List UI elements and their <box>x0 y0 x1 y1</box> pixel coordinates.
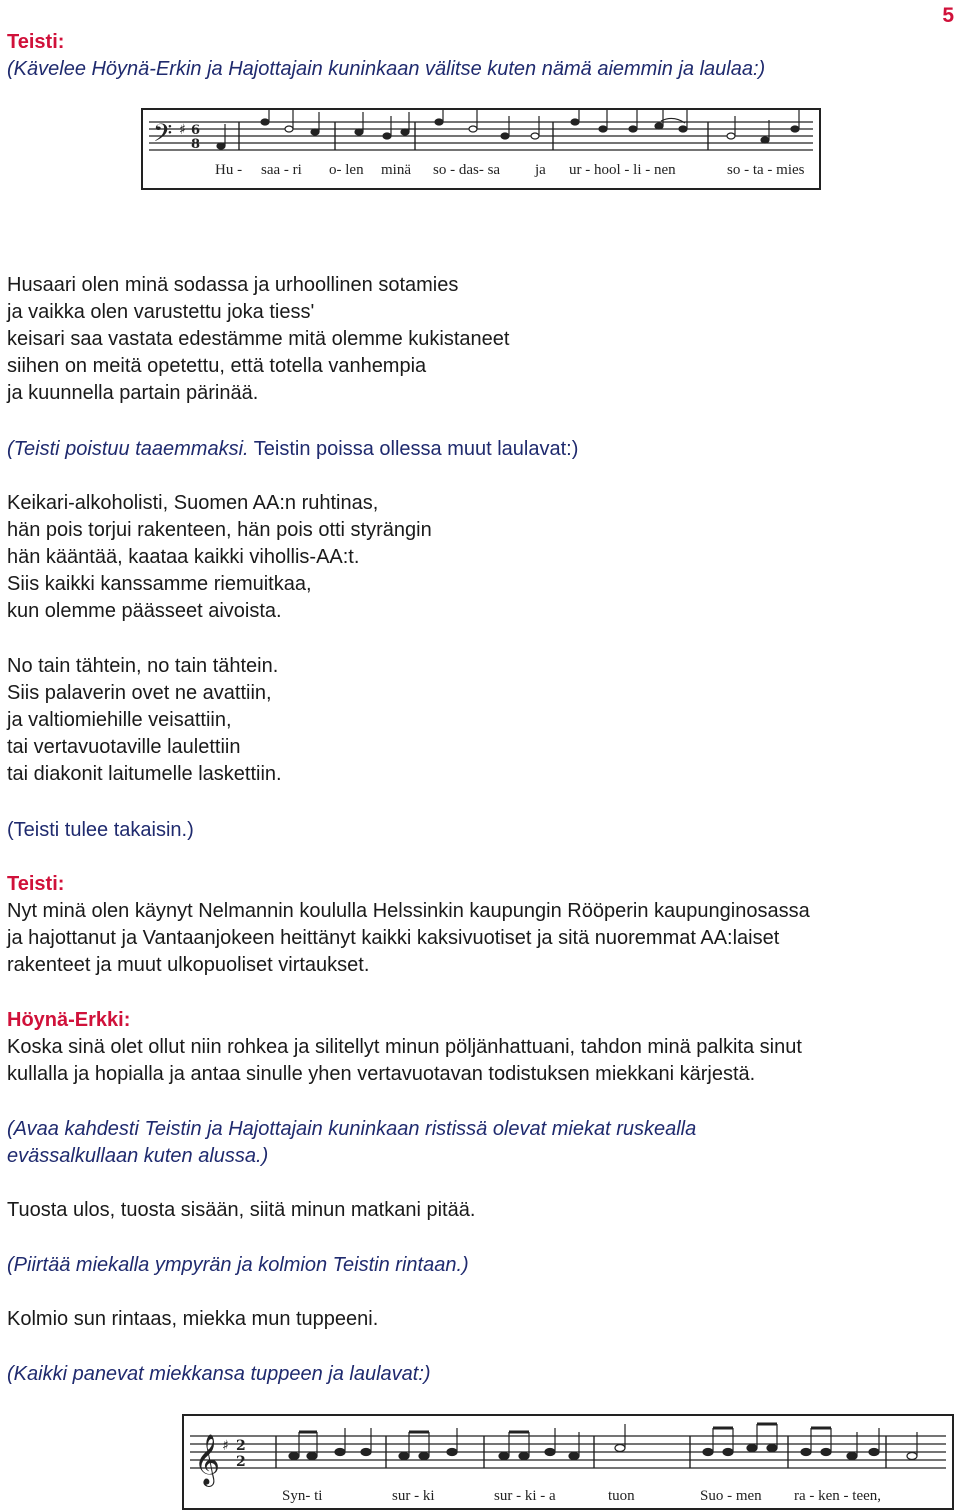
score-1-syllable: saa - ri <box>261 162 302 178</box>
score-2-syllable: Syn- ti <box>282 1488 323 1504</box>
stage-direction-rest: Teistin poissa ollessa muut laulavat:) <box>248 438 579 460</box>
lyric-line: ja kuunnella partain pärinää. <box>7 382 259 404</box>
stage-direction: (Kävelee Höynä-Erkin ja Hajottajain kuninkaan välitse kuten nämä aiemmin ja laulaa:) <box>7 58 766 80</box>
score-2-syllable: Suo - men <box>700 1488 762 1504</box>
dialogue-line: rakenteet ja muut ulkopuoliset virtaukset. <box>7 954 370 976</box>
treble-clef-icon: 𝄞 <box>194 1434 221 1485</box>
lyric-line: Siis palaverin ovet ne avattiin, <box>7 682 272 704</box>
lyric-line: No tain tähtein, no tain tähtein. <box>7 655 279 677</box>
lyric-line: tai vertavuotaville laulettiin <box>7 736 241 758</box>
stage-direction-6: (Kaikki panevat miekkansa tuppeen ja laulavat:) <box>7 1363 431 1385</box>
lyric-line: tai diakonit laitumelle laskettiin. <box>7 763 282 785</box>
lyric-line: siihen on meitä opetettu, että totella vanhempia <box>7 355 427 377</box>
time-signature-top: 6 <box>191 123 201 138</box>
music-score-2 <box>182 1414 954 1510</box>
score-2-syllable: ra - ken - teen, <box>794 1488 882 1504</box>
stage-direction-2 <box>7 437 578 461</box>
score-1-syllable: Hu - <box>215 162 243 178</box>
score-2-syllable: sur - ki <box>392 1488 435 1504</box>
time-signature-bottom: 2 <box>236 1454 246 1470</box>
lyric-line: Keikari-alkoholisti, Suomen AA:n ruhtinas, <box>7 492 379 514</box>
time-signature-bottom: 8 <box>191 137 201 152</box>
score-1-syllable: minä <box>381 162 411 178</box>
dialogue-line: Tuosta ulos, tuosta sisään, siitä minun matkani pitää. <box>7 1199 476 1221</box>
time-signature-top: 2 <box>236 1438 246 1454</box>
stage-direction-italic: (Teisti poistuu taaemmaksi. <box>7 438 249 460</box>
svg-text:♯: ♯ <box>222 1438 229 1454</box>
score-1-syllable: so - das- sa <box>433 162 501 178</box>
score-1-syllable: ja <box>535 162 546 178</box>
dialogue-line: Kolmio sun rintaas, miekka mun tuppeeni. <box>7 1308 379 1330</box>
page-number: 5 <box>942 4 954 27</box>
lyric-line: Husaari olen minä sodassa ja urhoollinen sotamies <box>7 274 459 296</box>
score-2-syllable: tuon <box>608 1488 635 1504</box>
score-1-syllable: so - ta - mies <box>727 162 805 178</box>
music-score-1 <box>141 108 821 190</box>
stage-direction-4: (Avaa kahdesti Teistin ja Hajottajain kuninkaan ristissä olevat miekat ruskealla <box>7 1118 697 1140</box>
score-1-syllable: o- len <box>329 162 364 178</box>
lyric-line: ja vaikka olen varustettu joka tiess' <box>7 301 315 323</box>
stage-direction-5: (Piirtää miekalla ympyrän ja kolmion Teistin rintaan.) <box>7 1254 469 1276</box>
lyric-line: ja valtiomiehille veisattiin, <box>7 709 232 731</box>
dialogue-line: Nyt minä olen käynyt Nelmannin koululla Helssinkin kaupungin Rööperin kaupunginosassa <box>7 900 810 922</box>
score-2-syllable: sur - ki - a <box>494 1488 556 1504</box>
score-1-syllable: ur - hool - li - nen <box>569 162 676 178</box>
svg-text:♯: ♯ <box>179 122 186 138</box>
lyric-line: keisari saa vastata edestämme mitä olemme kukistaneet <box>7 328 510 350</box>
lyric-line: hän pois torjui rakenteen, hän pois otti styrängin <box>7 519 432 541</box>
dialogue-line: kullalla ja hopialla ja antaa sinulle yhen vertavuotavan todistuksen miekkani kärjestä. <box>7 1063 756 1085</box>
stage-direction-3: (Teisti tulee takaisin.) <box>7 819 194 841</box>
bass-clef-icon: 𝄢 <box>153 119 173 154</box>
lyric-line: Siis kaikki kanssamme riemuitkaa, <box>7 573 312 595</box>
speaker-teisti: Teisti: <box>7 873 65 895</box>
lyric-line: hän kääntää, kaataa kaikki vihollis-AA:t. <box>7 546 360 568</box>
score-1-staff <box>143 110 819 188</box>
dialogue-line: Koska sinä olet ollut niin rohkea ja silitellyt minun pöljänhattuani, tahdon minä palkita sinut <box>7 1036 802 1058</box>
dialogue-line: ja hajottanut ja Vantaanjokeen heittänyt kaikki kaksivuotiset ja sitä nuoremmat AA:laiset <box>7 927 780 949</box>
speaker-hoyna-erkki: Höynä-Erkki: <box>7 1009 131 1031</box>
lyric-line: kun olemme päässeet aivoista. <box>7 600 282 622</box>
score-2-staff <box>184 1416 952 1508</box>
stage-direction-4: evässalkullaan kuten alussa.) <box>7 1145 269 1167</box>
speaker-teisti: Teisti: <box>7 31 65 53</box>
